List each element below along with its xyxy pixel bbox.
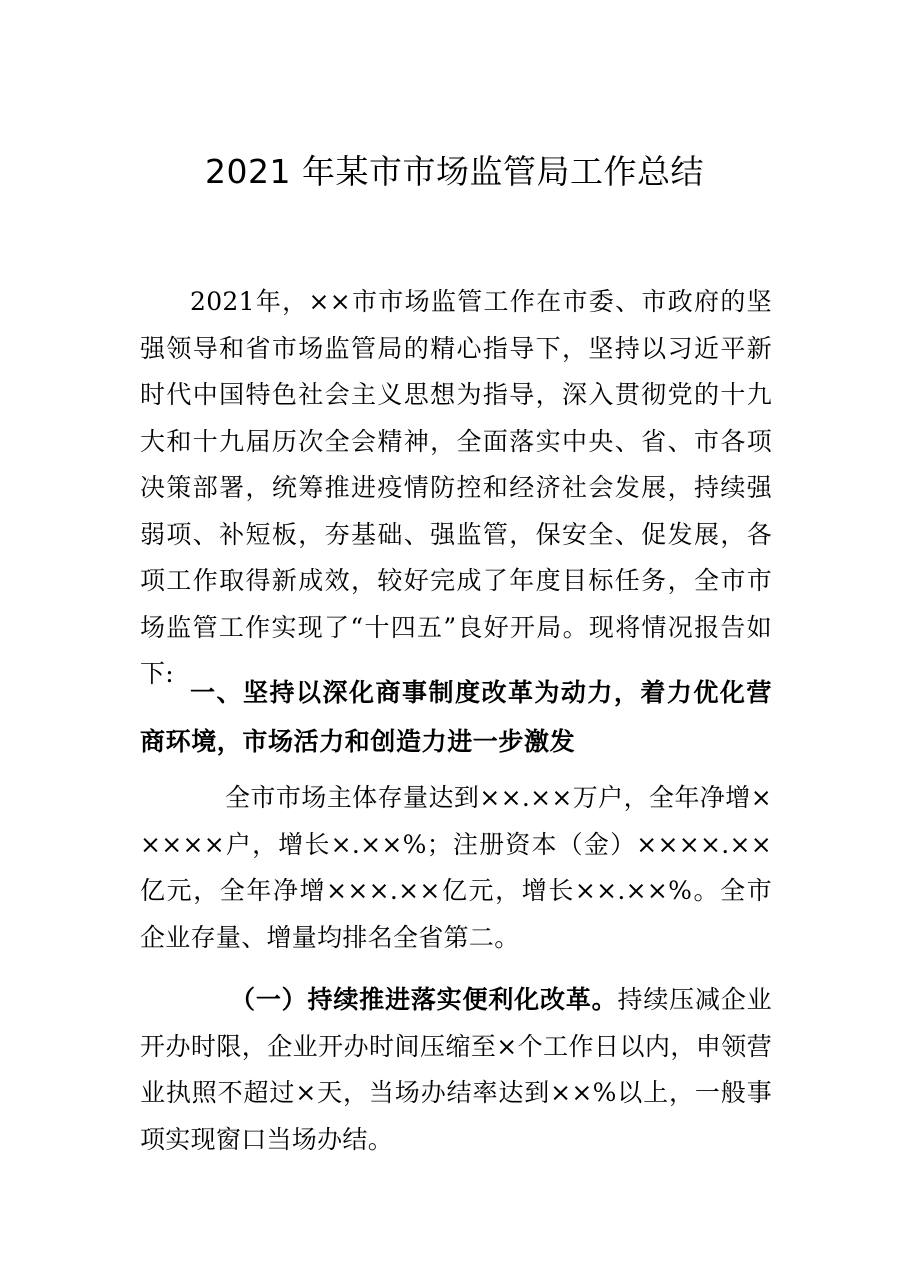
section-1-paragraph: 全市市场主体存量达到××.××万户，全年净增×××××户，增长×.××%；注册资本（金）××××.××亿元，全年净增×××.××亿元，增长××.××%。全市企业存量、增量均排名全省第二。 xyxy=(140,783,772,952)
intro-paragraph: 2021年，××市市场监管工作在市委、市政府的坚强领导和省市场监管局的精心指导下，坚持以习近平新时代中国特色社会主义思想为指导，深入贯彻党的十九大和十九届历次全会精神，全面落实中央、省、市各项决策部署，统筹推进疫情防控和经济社会发展，持续强弱项、补短板，夯基础、强监管，保安全、促发展，各项工作取得新成效，较好完成了年度目标任务，全市市场监管工作实现了“十四五”良好开局。现将情况报告如下: xyxy=(140,287,772,688)
subsection-1-lead: （一）持续推进落实便利化改革。 xyxy=(230,985,618,1014)
subsection-1-text: 持续压减企业开办时限，企业开办时间压缩至×个工作日以内，申领营业执照不超过×天，当场办结率达到××%以上，一般事项实现窗口当场办结。 xyxy=(140,985,772,1154)
document-title: 2021 年某市市场监管局工作总结 xyxy=(205,152,704,191)
subsection-1-paragraph xyxy=(140,977,772,1163)
section-heading-1: 一、坚持以深化商事制度改革为动力，着力优化营商环境，市场活力和创造力进一步激发 xyxy=(140,678,772,756)
